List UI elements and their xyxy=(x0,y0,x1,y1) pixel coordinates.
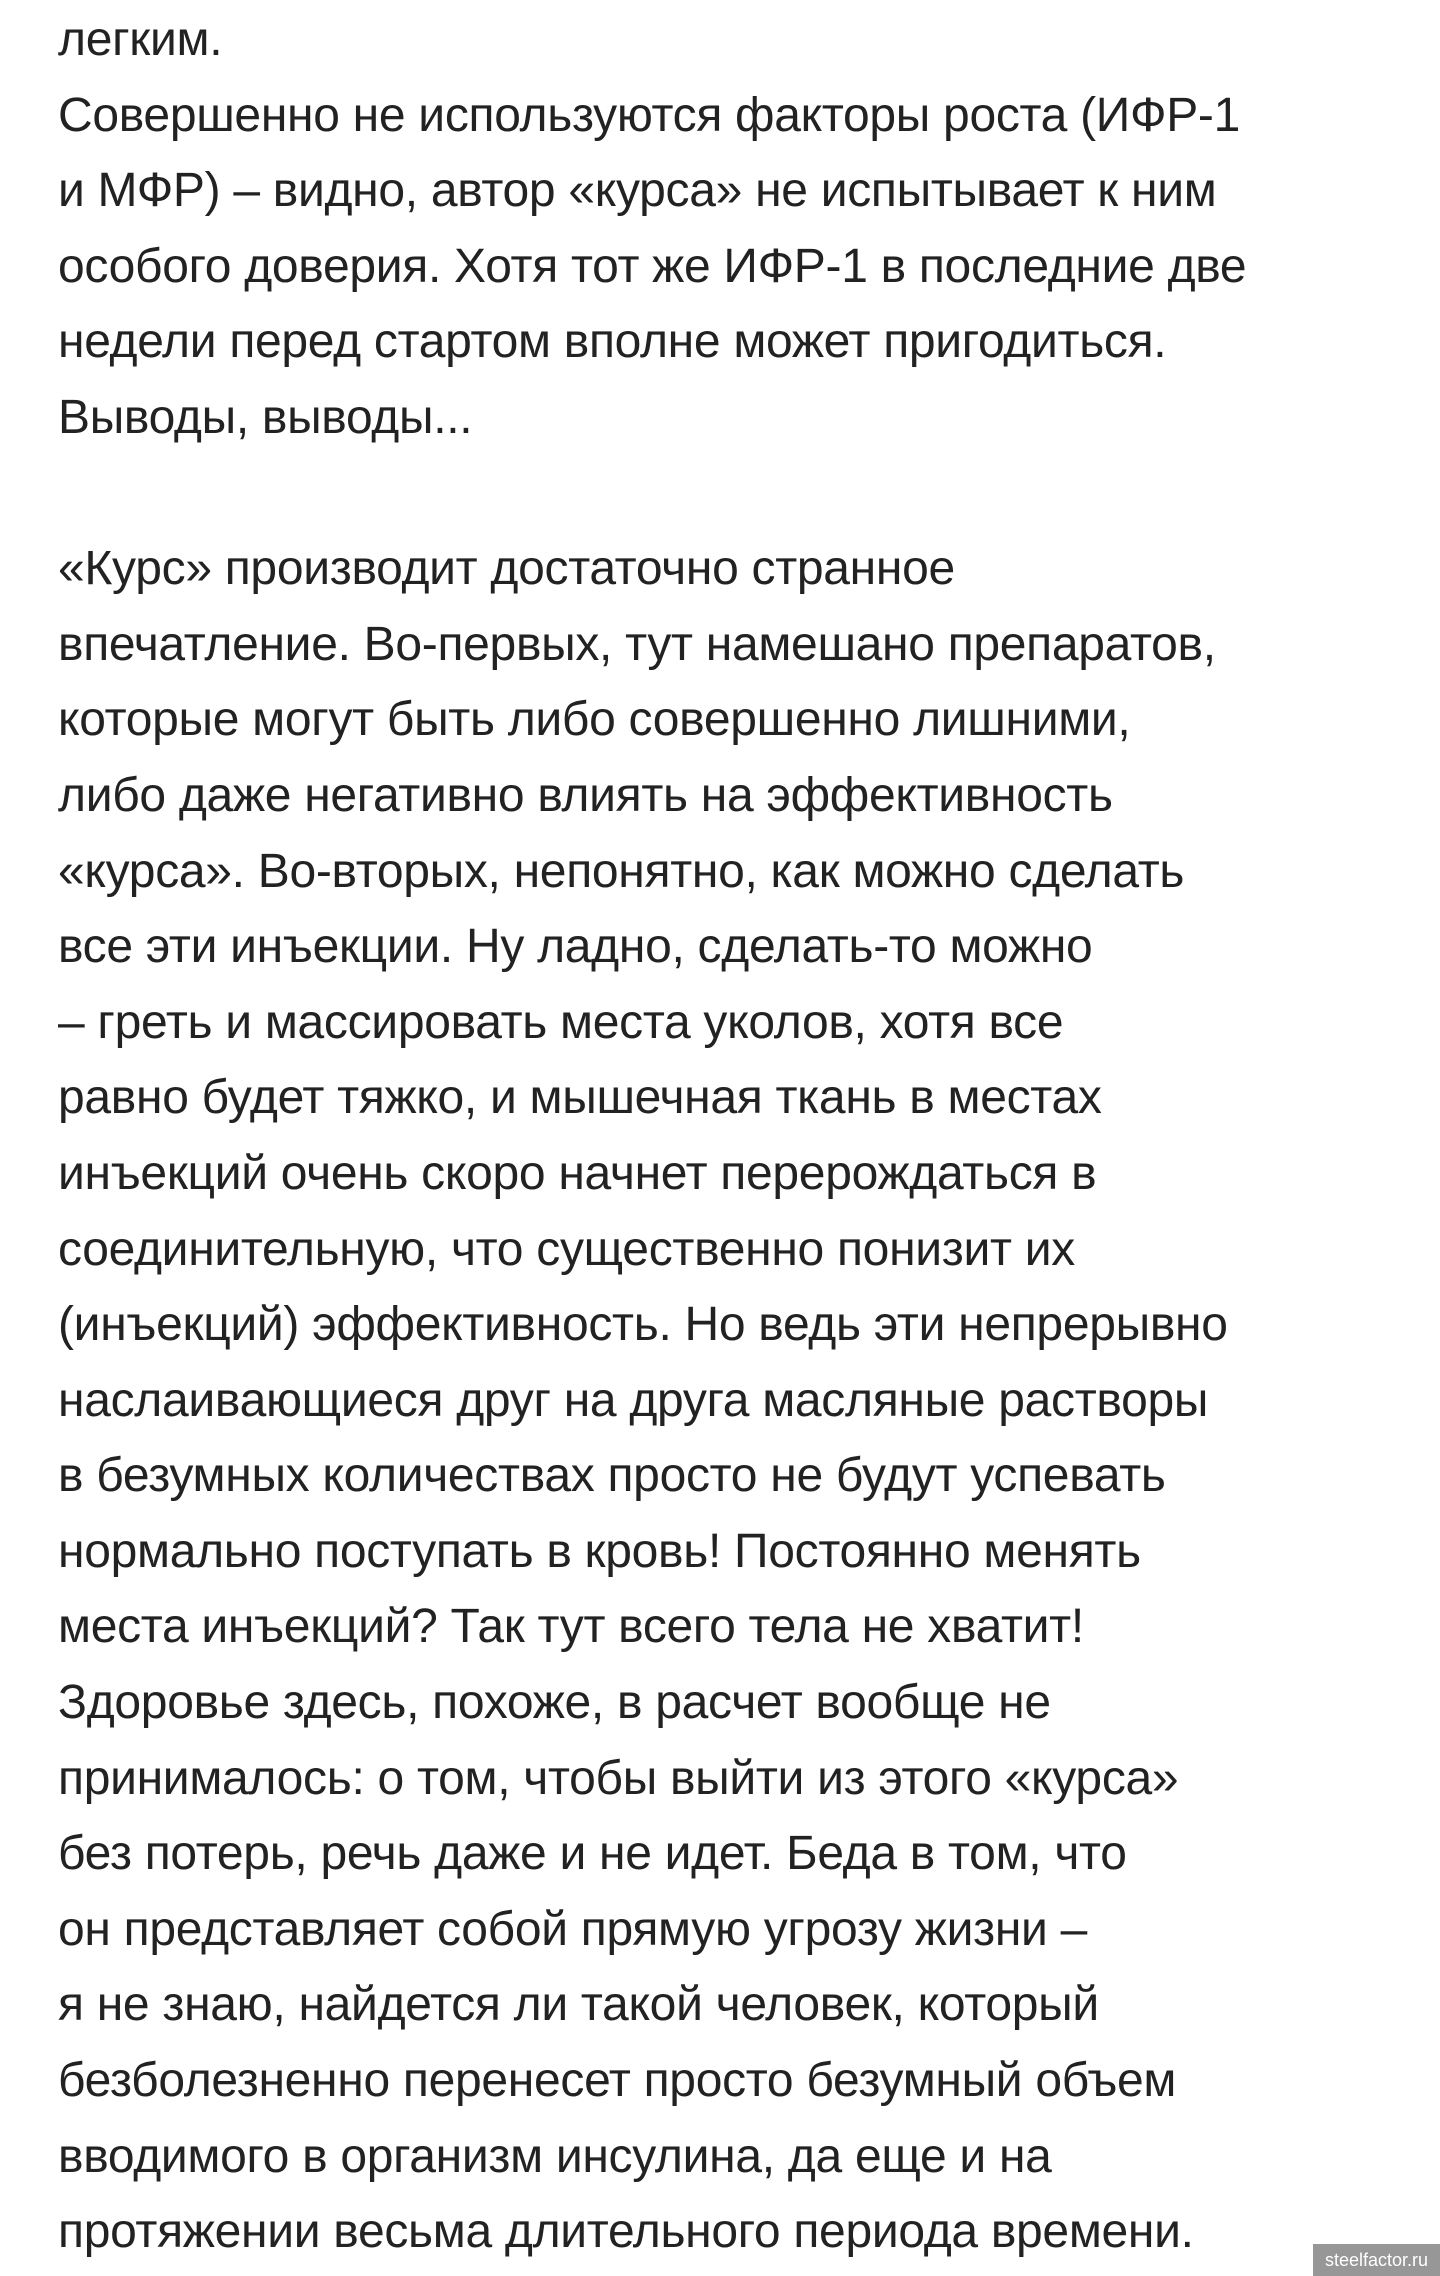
site-watermark: steelfactor.ru xyxy=(1313,2244,1440,2276)
text-line: я не знаю, найдется ли такой человек, который xyxy=(58,1978,1099,2032)
text-line: которые могут быть либо совершенно лишними, xyxy=(58,693,1131,747)
text-line: Выводы, выводы... xyxy=(58,390,473,444)
text-line: инъекций очень скоро начнет перерождаться в xyxy=(58,1146,1097,1200)
text-line: все эти инъекции. Ну ладно, сделать-то можно xyxy=(58,920,1093,974)
text-line: легким. xyxy=(58,13,223,66)
text-line: «Курс» производит достаточно странное xyxy=(58,542,955,596)
article-body xyxy=(58,2,1418,2270)
paragraph-1 xyxy=(58,2,1418,456)
paragraph-spacer xyxy=(58,456,1418,532)
text-line: либо даже негативно влиять на эффективность xyxy=(58,768,1113,822)
text-line: Совершенно не используются факторы роста (ИФР-1 xyxy=(58,88,1240,142)
paragraph-2 xyxy=(58,531,1418,2270)
text-line: Здоровье здесь, похоже, в расчет вообще не xyxy=(58,1676,1051,1730)
text-line: особого доверия. Хотя тот же ИФР-1 в последние две xyxy=(58,239,1247,293)
text-line: безболезненно перенесет просто безумный объем xyxy=(58,2054,1177,2108)
text-line: вводимого в организм инсулина, да еще и на xyxy=(58,2129,1052,2183)
text-line: в безумных количествах просто не будут успевать xyxy=(58,1449,1166,1503)
text-line: – греть и массировать места уколов, хотя все xyxy=(58,995,1064,1049)
text-line: места инъекций? Так тут всего тела не хватит! xyxy=(58,1600,1084,1654)
text-line: «курса». Во-вторых, непонятно, как можно сделать xyxy=(58,844,1185,898)
text-line: он представляет собой прямую угрозу жизни – xyxy=(58,1902,1087,1956)
text-line: (инъекций) эффективность. Но ведь эти непрерывно xyxy=(58,1298,1228,1352)
text-line: нормально поступать в кровь! Постоянно менять xyxy=(58,1524,1141,1578)
text-line: равно будет тяжко, и мышечная ткань в местах xyxy=(58,1071,1102,1125)
text-line: наслаивающиеся друг на друга масляные растворы xyxy=(58,1373,1209,1427)
text-line: без потерь, речь даже и не идет. Беда в том, что xyxy=(58,1827,1127,1881)
text-line: протяжении весьма длительного периода времени. xyxy=(58,2205,1194,2259)
text-line: соединительную, что существенно понизит их xyxy=(58,1222,1075,1276)
text-line: впечатление. Во-первых, тут намешано препаратов, xyxy=(58,617,1216,671)
text-line: недели перед стартом вполне может пригодиться. xyxy=(58,315,1167,369)
text-line: принималось: о том, чтобы выйти из этого «курса» xyxy=(58,1751,1179,1805)
text-line: и МФР) – видно, автор «курса» не испытывает к ним xyxy=(58,164,1217,218)
